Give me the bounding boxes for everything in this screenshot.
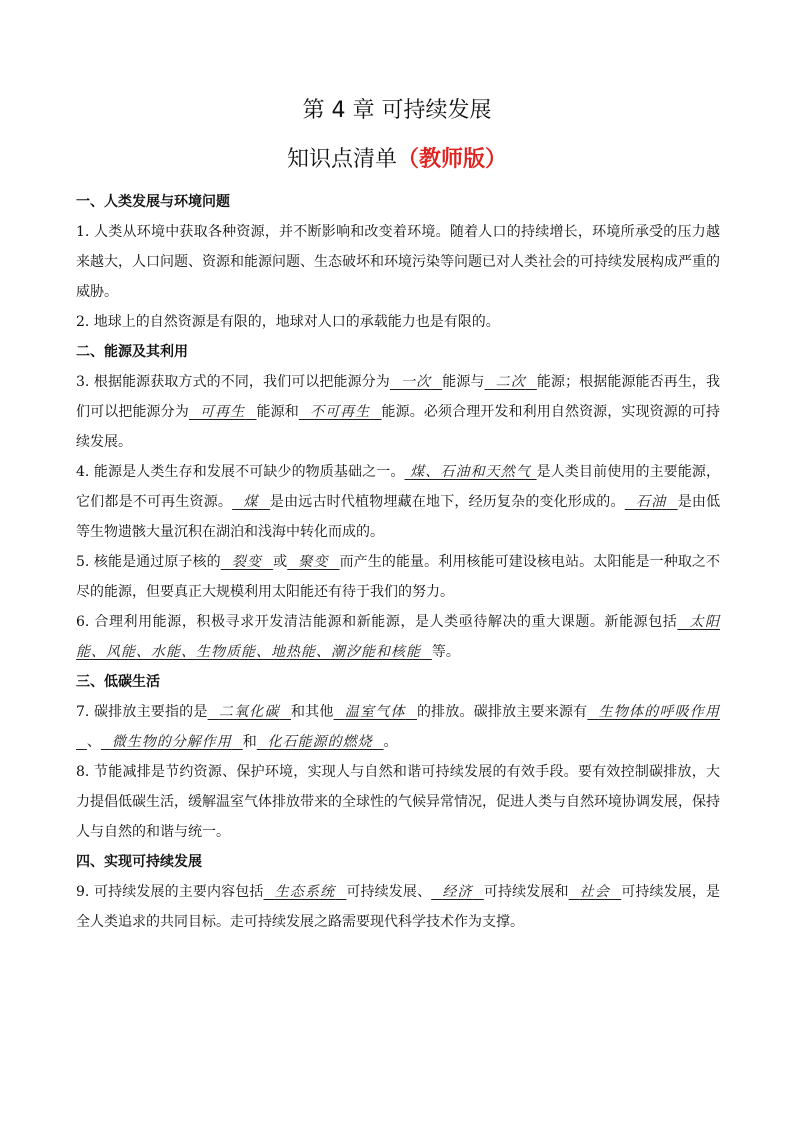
text-run: 能源。必须合理开发和利用自然资源，实现资源的可持续发展。	[76, 404, 721, 450]
answer-text: 社会	[579, 884, 611, 900]
answer-text: 不可再生	[309, 404, 371, 420]
section-heading-4: 四、实现可持续发展	[76, 854, 202, 870]
text-run: 6. 合理利用能源，积极寻求开发清洁能源和新能源，是人类亟待解决的重大课题。新能源包括	[76, 614, 678, 630]
text-run: 可持续发展，是全人类追求的共同目标。走可持续发展之路需要现代科学技术作为支撑。	[76, 884, 721, 930]
text-run: 4. 能源是人类生存和发展不可缺少的物质基础之一。	[76, 464, 405, 480]
paragraph-3	[76, 367, 720, 457]
text-run: 等。	[431, 644, 460, 660]
answer-blank	[390, 374, 442, 390]
paragraph-2: 2. 地球上的自然资源是有限的，地球对人口的承载能力也是有限的。	[76, 314, 500, 330]
text-run: 可持续发展和	[483, 884, 569, 900]
text-run: 能源与	[442, 374, 485, 390]
text-run: 可持续发展、	[346, 884, 432, 900]
answer-blank	[208, 704, 291, 720]
text-run: 。	[383, 734, 398, 750]
answer-text: 生物体的呼吸作用	[598, 704, 721, 720]
paragraph-5	[76, 547, 720, 607]
text-run: 和	[242, 734, 257, 750]
answer-text: 聚变	[298, 554, 329, 570]
list-title	[0, 145, 794, 175]
text-run: 的排放。碳排放主要来源有	[416, 704, 588, 720]
section-heading-3: 三、低碳生活	[76, 674, 160, 690]
answer-text: 一次	[400, 374, 432, 390]
answer-text: 煤、石油和天然气	[410, 464, 532, 480]
text-run: 是人类目前使用的主要能源，它们都是不可再生资源。	[76, 464, 721, 510]
answer-text: 生态系统	[274, 884, 336, 900]
answer-blank	[569, 884, 622, 900]
answer-blank	[334, 704, 417, 720]
answer-blank	[431, 884, 484, 900]
answer-blank	[287, 554, 339, 570]
answer-blank	[299, 404, 382, 420]
answer-text: 二氧化碳	[218, 704, 280, 720]
teacher-edition-label: （教师版）	[397, 147, 508, 172]
chapter-title: 第 4 章 可持续发展	[302, 98, 492, 123]
answer-blank	[189, 404, 257, 420]
text-run: 是由低等生物遗骸大量沉积在湖泊和浅海中转化而成的。	[76, 494, 721, 540]
text-run: 是由远古时代植物埋藏在地下，经历复杂的变化形成的。	[269, 494, 625, 510]
answer-blank	[221, 554, 273, 570]
paragraph-1: 1. 人类从环境中获取各种资源，并不断影响和改变着环境。随着人口的持续增长，环境所承受的压力越来越大，人口问题、资源和能源问题、生态破坏和环境污染等问题已对人类社会的可持续发展构成严重的威胁。	[76, 224, 720, 300]
text-run: 、	[86, 734, 101, 750]
answer-blank	[257, 734, 384, 750]
answer-text: 裂变	[231, 554, 263, 570]
text-run: 5. 核能是通过原子核的	[76, 554, 221, 570]
answer-text: 石油	[636, 494, 667, 510]
paragraph-4	[76, 457, 720, 547]
content-body	[76, 187, 720, 937]
answer-blank	[485, 374, 537, 390]
text-run: 和其他	[290, 704, 334, 720]
text-run: 9. 可持续发展的主要内容包括	[76, 884, 264, 900]
answer-text: 可再生	[200, 404, 246, 420]
section-heading-2: 二、能源及其利用	[76, 344, 188, 360]
answer-text: 经济	[442, 884, 473, 900]
paragraph-8: 8. 节能减排是节约资源、保护环境，实现人与自然和谐可持续发展的有效手段。要有效控制碳排放，大力提倡低碳生活，缓解温室气体排放带来的全球性的气候异常情况，促进人类与自然环境协调发展，保持人与自然的和谐与统一。	[76, 764, 720, 840]
answer-text: 微生物的分解作用	[111, 734, 232, 750]
text-run: 3. 根据能源获取方式的不同，我们可以把能源分为	[76, 374, 390, 390]
answer-blank	[264, 884, 347, 900]
paragraph-9	[76, 877, 720, 937]
answer-text: 二次	[495, 374, 526, 390]
list-title-text: 知识点清单	[286, 147, 397, 172]
text-run: 7. 碳排放主要指的是	[76, 704, 208, 720]
paragraph-7	[76, 697, 720, 757]
answer-text: 太阳能、风能、水能、生物质能、地热能、潮汐能和核能	[76, 614, 721, 660]
paragraph-6	[76, 607, 720, 667]
text-run: 或	[273, 554, 288, 570]
answer-blank	[625, 494, 678, 510]
text-run: 能源和	[256, 404, 299, 420]
answer-text: 煤	[243, 494, 259, 510]
section-heading-1: 一、人类发展与环境问题	[76, 194, 230, 210]
text-run: 能源；根据能源能否再生，我们可以把能源分为	[76, 374, 721, 420]
answer-blank	[232, 494, 270, 510]
answer-text: 温室气体	[344, 704, 406, 720]
text-run: 而产生的能量。利用核能可建设核电站。太阳能是一种取之不尽的能源，但要真正大规模利用太阳能还有待于我们的努力。	[76, 554, 721, 600]
answer-blank	[101, 734, 243, 750]
answer-blank	[405, 464, 537, 480]
answer-text: 化石能源的燃烧	[267, 734, 373, 750]
